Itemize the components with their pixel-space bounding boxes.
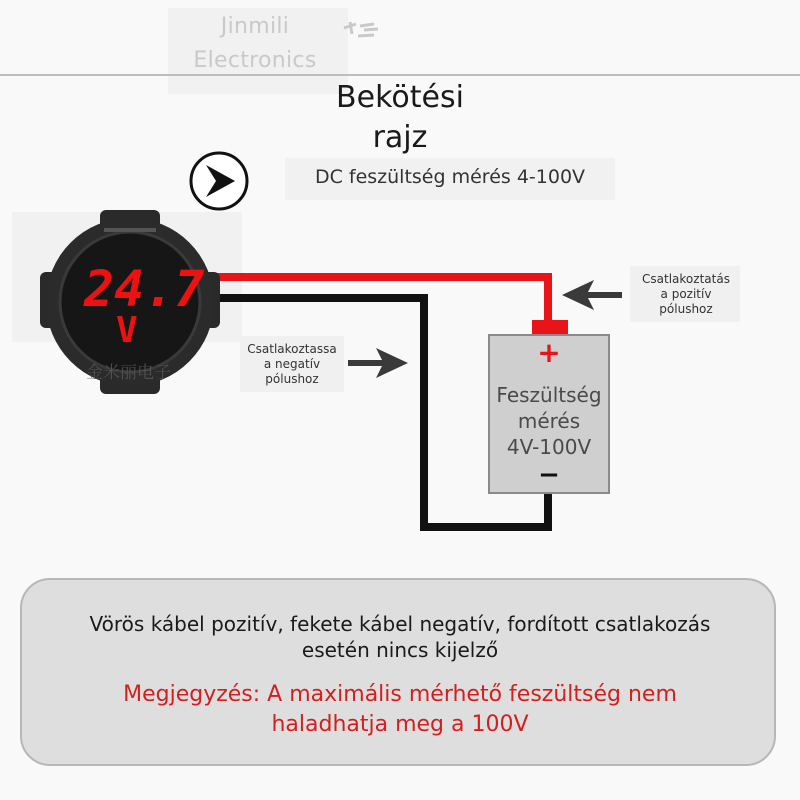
positive-note-line1: Csatlakoztatás	[642, 272, 730, 286]
negative-note-line3: pólushoz	[265, 372, 319, 386]
negative-pointer-arrow-icon	[346, 346, 410, 380]
battery-label-line1: Feszültség	[496, 383, 602, 407]
meter-watermark: 金米丽电子	[86, 363, 171, 383]
meter-unit: V	[116, 310, 138, 351]
negative-note-line2: a negatív	[263, 357, 321, 371]
info-panel	[20, 578, 776, 766]
battery-plus-sign: +	[537, 336, 561, 369]
positive-note-line3: pólushoz	[659, 302, 713, 316]
negative-note-line1: Csatlakoztassa	[247, 342, 337, 356]
watermark-line1: Jinmili	[220, 14, 290, 39]
panel-info-line1: Vörös kábel pozitív, fekete kábel negatív, fordított csatlakozás	[89, 612, 711, 636]
battery-label-line2: mérés	[517, 409, 581, 433]
watermark-line2: Electronics	[193, 48, 317, 73]
meter-reading: 24.7	[84, 260, 205, 318]
subtitle: DC feszültség mérés 4-100V	[314, 166, 586, 188]
panel-info-line2: esetén nincs kijelző	[301, 638, 499, 662]
battery-label-line3: 4V-100V	[506, 435, 592, 459]
positive-note	[630, 272, 742, 317]
battery-minus-sign: −	[538, 460, 560, 490]
positive-pointer-arrow-icon	[560, 278, 624, 312]
page-title-line2: rajz	[372, 120, 428, 155]
panel-warning-line1: Megjegyzés: A maximális mérhető feszültség nem	[123, 682, 677, 707]
panel-warning-line2: haladhatja meg a 100V	[271, 712, 529, 737]
negative-note	[236, 342, 348, 387]
page-title-line1: Bekötési	[336, 80, 464, 115]
positive-note-line2: a pozitív	[660, 287, 712, 301]
